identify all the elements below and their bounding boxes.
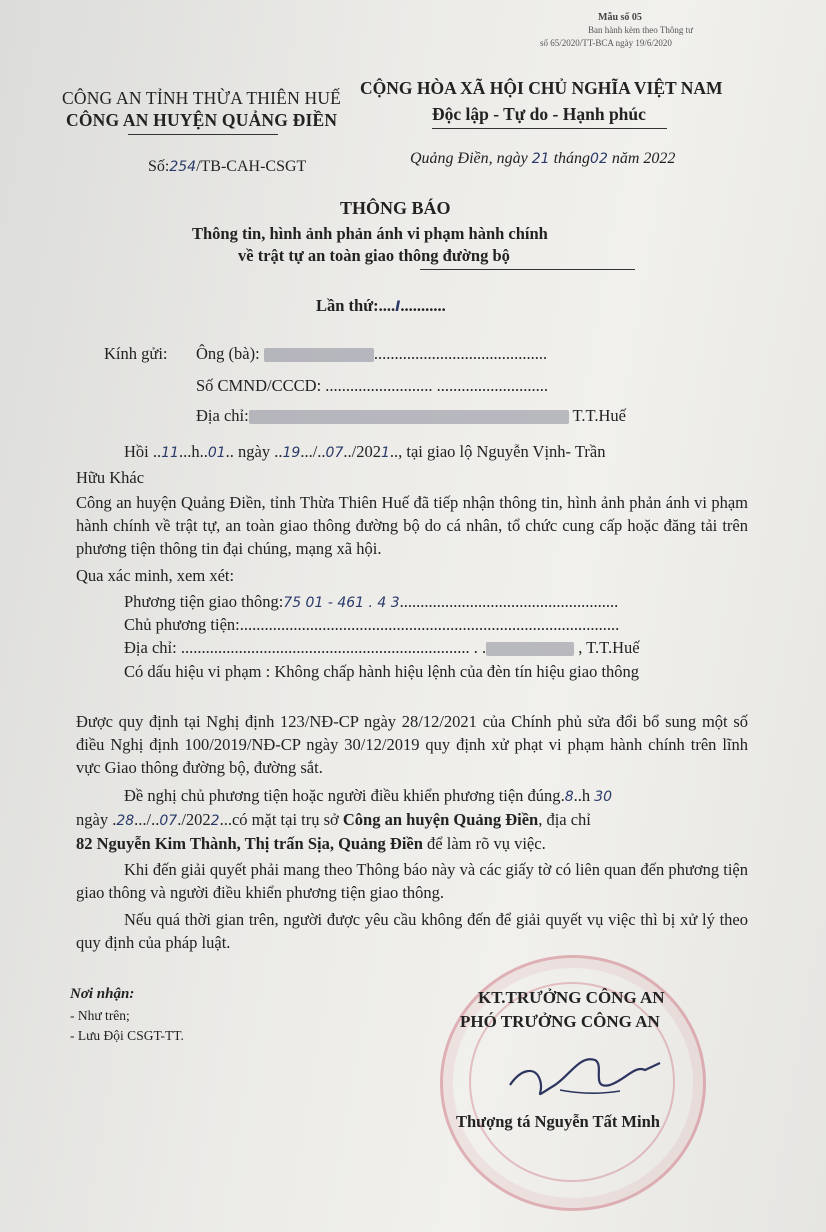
doc-no-suffix: /TB-CAH-CSGT	[196, 158, 307, 175]
owner-line: Chủ phương tiện:............................................................................................	[124, 615, 620, 634]
paragraph-verify: Qua xác minh, xem xét:	[76, 566, 235, 585]
date-year: năm 2022	[611, 150, 676, 167]
incident-year-prefix: /202	[351, 442, 381, 461]
request-hour: 8	[564, 789, 574, 805]
request-day: 28	[116, 813, 135, 829]
times-label: Lần thứ:	[316, 296, 379, 315]
doc-no-prefix: Số:	[148, 158, 170, 175]
incident-hour-sep: h	[191, 442, 200, 461]
incident-time-prefix: Hồi	[124, 442, 149, 461]
recipient-name-label: Ông (bà):	[196, 344, 260, 363]
sign-role-2: PHÓ TRƯỞNG CÔNG AN	[460, 1012, 660, 1031]
date-month: 02	[590, 151, 608, 167]
nation-title: CỘNG HÒA XÃ HỘI CHỦ NGHĨA VIỆT NAM	[360, 78, 723, 98]
paragraph-bring: Khi đến giải quyết phải mang theo Thông báo này và các giấy tờ có liên quan đến phương tiện giao thông và người điều khiển phương tiện giao thông.	[76, 860, 748, 902]
motto-underline	[432, 128, 667, 129]
signer-name: Thượng tá Nguyễn Tất Minh	[456, 1112, 660, 1131]
date-month-label: tháng	[553, 150, 591, 167]
form-code-line3: số 65/2020/TT-BCA ngày 19/6/2020	[540, 38, 672, 48]
owner-address-label: Địa chỉ:	[124, 638, 177, 657]
form-code-title: Mẫu số 05	[598, 12, 642, 23]
recipient-name-line: Ông (bà): ..........................................	[196, 344, 548, 363]
redacted-address	[249, 410, 569, 424]
paragraph-regulation: Được quy định tại Nghị định 123/NĐ-CP ngày 28/12/2021 của Chính phủ sửa đổi bổ sung một số điều Nghị định 100/2019/NĐ-CP ngày 30/12/2019 quy định xử phạt vi phạm hành chính trên lĩnh vực Giao thông đường bộ, đường sắt.	[76, 712, 748, 777]
request-minute: 30	[594, 789, 613, 805]
request-day-label: ngày	[76, 810, 109, 829]
times-line: Lần thứ:....I...........	[316, 296, 446, 315]
vehicle-label: Phương tiện giao thông:	[124, 592, 284, 611]
agency-underline	[128, 134, 278, 135]
title-underline	[420, 269, 635, 270]
handwritten-signature	[500, 1045, 670, 1105]
doc-no-handwritten: 254	[169, 159, 197, 175]
document-number	[148, 158, 306, 176]
incident-year-digit: 1	[380, 445, 390, 461]
request-mid: có mặt tại trụ sở	[231, 810, 339, 829]
agency-parent: CÔNG AN TỈNH THỪA THIÊN HUẾ	[62, 88, 342, 108]
redacted-name	[264, 348, 374, 362]
recipient-label: Kính gửi:	[104, 344, 168, 363]
paragraph-overdue: Nếu quá thời gian trên, người được yêu cầu không đến để giải quyết vụ việc thì bị xử lý theo quy định của pháp luật.	[76, 910, 748, 952]
request-line-3	[76, 832, 546, 855]
recipient-address-line	[196, 404, 626, 427]
nation-motto: Độc lập - Tự do - Hạnh phúc	[432, 104, 646, 124]
recipients-item-2: - Lưu Đội CSGT-TT.	[70, 1028, 184, 1043]
date-day: 21	[531, 151, 550, 167]
recipients-item-1: - Như trên;	[70, 1008, 130, 1023]
incident-day: 19	[282, 445, 301, 461]
vehicle-plate: 75 01 - 461 . 4 3	[283, 595, 400, 611]
owner-address-line: Địa chỉ: ...................................................................... . . , T.T.Huế	[124, 638, 640, 657]
sign-role-1: KT.TRƯỞNG CÔNG AN	[478, 988, 665, 1007]
recipient-address-label: Địa chỉ:	[196, 406, 249, 425]
doc-subtitle-2: về trật tự an toàn giao thông đường bộ	[238, 246, 510, 265]
incident-day-label: ngày	[238, 442, 271, 461]
request-end: để làm rõ vụ việc.	[427, 834, 546, 853]
doc-title: THÔNG BÁO	[340, 198, 451, 218]
incident-location-cont: Hữu Khác	[76, 468, 145, 487]
vehicle-line: Phương tiện giao thông:75 01 - 461 . 4 3.....................................................	[124, 592, 619, 611]
owner-address-tail: T.T.Huế	[586, 638, 640, 657]
paragraph-received: Công an huyện Quảng Điền, tỉnh Thừa Thiên Huế đã tiếp nhận thông tin, hình ảnh phản ánh vi phạm hành chính về trật tự, an toàn giao thông đường bộ do cá nhân, tổ chức cung cấp hoặc đăng tải trên phương tiện thông tin đại chúng, mạng xã hội.	[76, 493, 748, 558]
agency-name: CÔNG AN HUYỆN QUẢNG ĐIỀN	[66, 110, 338, 130]
document-date	[410, 150, 675, 168]
paragraph-violation: Có dấu hiệu vi phạm : Không chấp hành hiệu lệnh của đèn tín hiệu giao thông	[124, 662, 640, 681]
request-address-label: , địa chỉ	[538, 810, 591, 829]
incident-hour: 11	[161, 445, 179, 461]
times-value: I	[395, 299, 401, 315]
incident-line: Hồi ..11...h..01.. ngày ..19.../..07../2021.., tại giao lộ Nguyễn Vịnh- Trần	[124, 442, 606, 461]
incident-minute: 01	[207, 445, 226, 461]
request-year-digit: 2	[210, 813, 220, 829]
date-prefix: Quảng Điền, ngày	[410, 150, 528, 167]
owner-label: Chủ phương tiện:	[124, 615, 240, 634]
request-line-1: Đề nghị chủ phương tiện hoặc người điều khiển phương tiện đúng.8..h 30	[124, 786, 613, 805]
incident-location: tại giao lộ Nguyễn Vịnh- Trần	[406, 442, 606, 461]
form-code-line2: Ban hành kèm theo Thông tư	[588, 25, 693, 35]
incident-month: 07	[325, 445, 344, 461]
request-text: Đề nghị chủ phương tiện hoặc người điều khiển phương tiện đúng	[124, 786, 561, 805]
recipient-address-tail: T.T.Huế	[572, 406, 626, 425]
request-address: 82 Nguyễn Kim Thành, Thị trấn Sịa, Quảng Điền	[76, 834, 423, 853]
recipient-id-label: Số CMND/CCCD:	[196, 376, 322, 395]
request-office: Công an huyện Quảng Điền	[342, 810, 539, 829]
request-year-prefix: /202	[181, 810, 211, 829]
request-line-2: ngày .28.../..07./2022...có mặt tại trụ sở Công an huyện Quảng Điền, địa chỉ	[76, 810, 591, 829]
request-hour-sep: h	[581, 786, 591, 805]
recipient-id-line: Số CMND/CCCD: .......................... ...........................	[196, 376, 549, 395]
doc-subtitle-1: Thông tin, hình ảnh phản ánh vi phạm hành chính	[192, 224, 548, 243]
recipients-title: Nơi nhận:	[70, 986, 135, 1002]
redacted-owner-address	[486, 642, 574, 656]
request-month: 07	[159, 813, 178, 829]
